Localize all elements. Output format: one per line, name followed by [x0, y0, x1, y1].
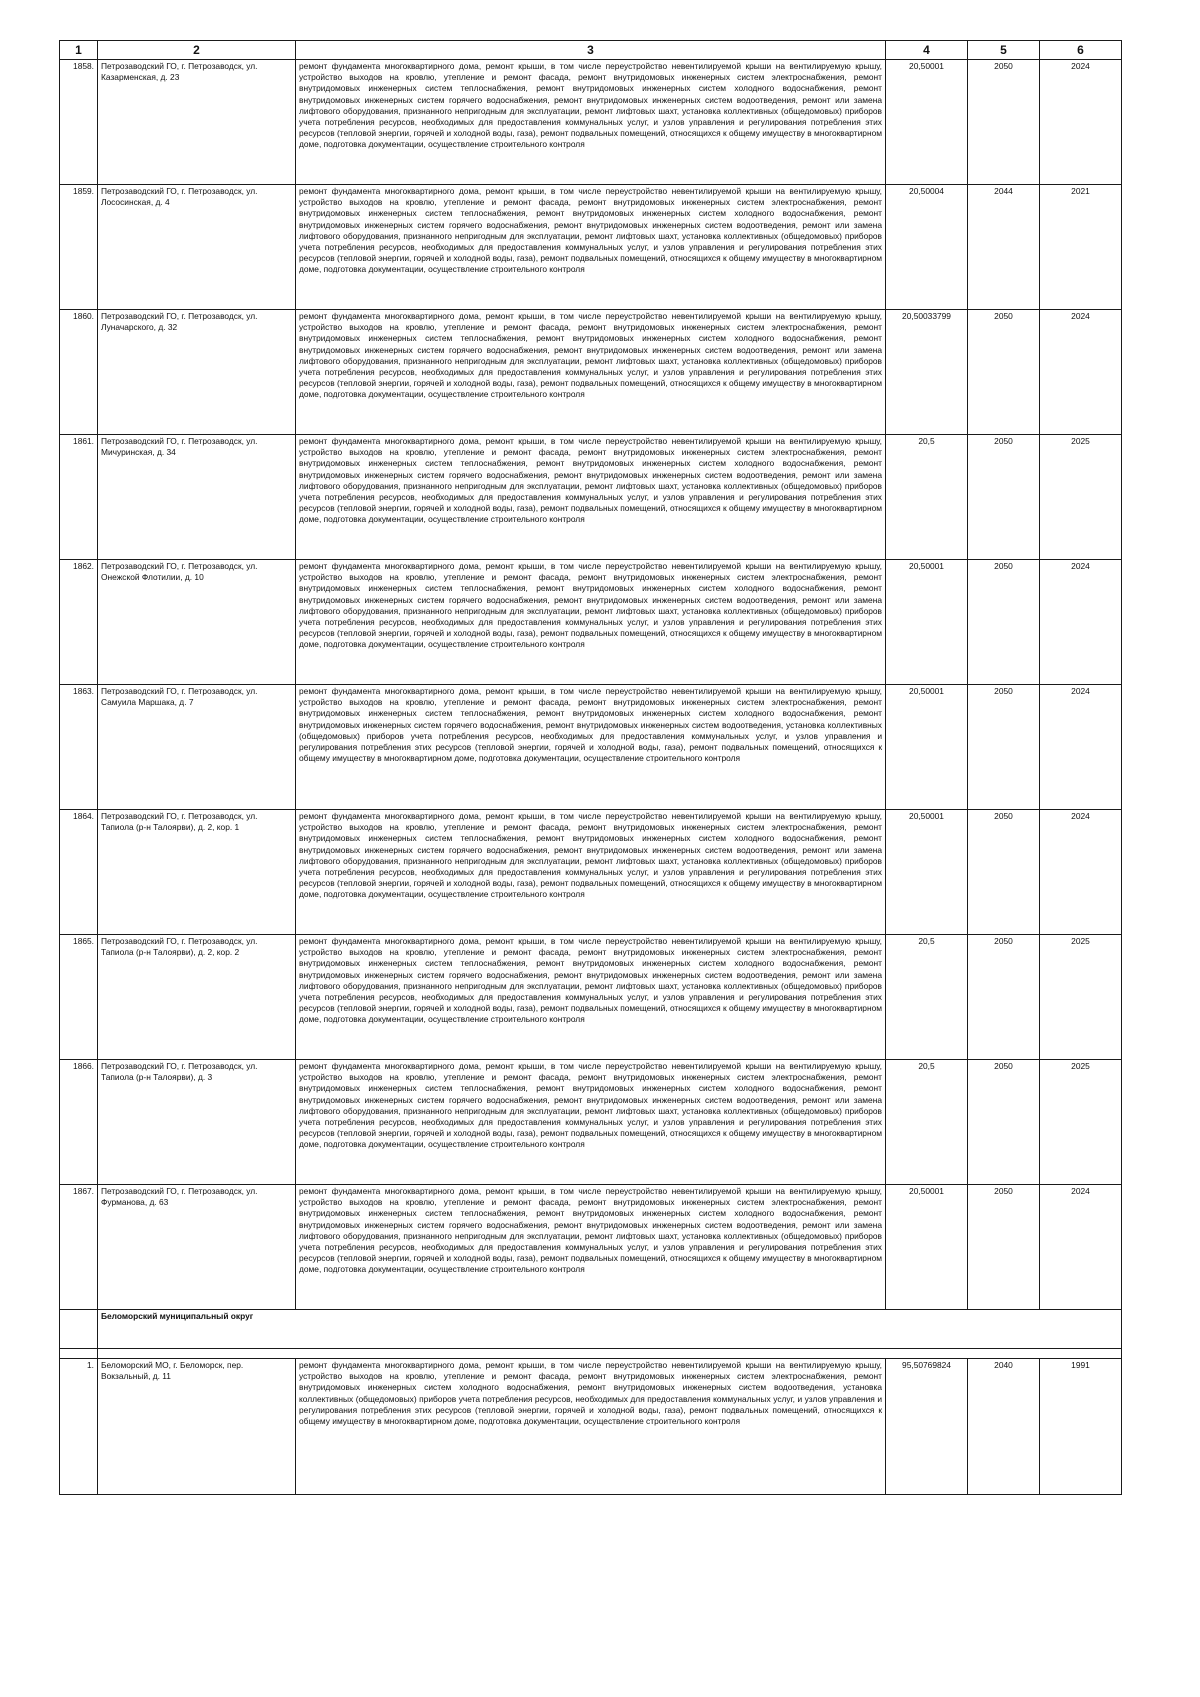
value-cell-5: 2050 [968, 810, 1040, 935]
work-description-cell: ремонт фундамента многоквартирного дома, ремонт крыши, в том числе переустройство невентилируемой крыши на вентилируемую крышу, устройство выходов на кровлю, утепление и ремонт фасада, ремонт внутридомовых инженерных систем электроснабжения, ремонт внутридомовых инженерных систем теплоснабжения, ремонт внутридомовых инженерных систем холодного водоснабжения, ремонт внутридомовых инженерных систем горячего водоснабжения, ремонт внутридомовых инженерных систем водоотведения, ремонт или замена лифтового оборудования, признанного непригодным для эксплуатации, ремонт лифтовых шахт, установка коллективных (общедомовых) приборов учета потребления ресурсов, необходимых для предоставления коммунальных услуг, и узлов управления и регулирования потребления этих ресурсов (тепловой энергии, горячей и холодной воды, газа), ремонт подвальных помещений, относящихся к общему имуществу в многоквартирном доме, подготовка документации, осуществление строительного контроля [296, 1060, 886, 1185]
address-cell: Петрозаводский ГО, г. Петрозаводск, ул. Тапиола (р-н Талоярви), д. 3 [98, 1060, 296, 1185]
work-description-cell: ремонт фундамента многоквартирного дома, ремонт крыши, в том числе переустройство невентилируемой крыши на вентилируемую крышу, устройство выходов на кровлю, утепление и ремонт фасада, ремонт внутридомовых инженерных систем электроснабжения, ремонт внутридомовых инженерных систем теплоснабжения, ремонт внутридомовых инженерных систем холодного водоснабжения, ремонт внутридомовых инженерных систем горячего водоснабжения, ремонт внутридомовых инженерных систем водоотведения, установка коллективных (общедомовых) приборов учета потребления ресурсов, необходимых для предоставления коммунальных услуг, и узлов управления и регулирования потребления этих ресурсов (тепловой энергии, горячей и холодной воды, газа), ремонт подвальных помещений, относящихся к общему имуществу в многоквартирном доме, подготовка документации, осуществление строительного контроля [296, 685, 886, 810]
value-cell-5: 2050 [968, 685, 1040, 810]
row-number: 1860. [60, 310, 98, 435]
value-cell-6: 2021 [1040, 185, 1122, 310]
value-cell-5: 2050 [968, 560, 1040, 685]
value-cell-5: 2050 [968, 935, 1040, 1060]
value-cell-6: 2025 [1040, 935, 1122, 1060]
work-description-cell: ремонт фундамента многоквартирного дома, ремонт крыши, в том числе переустройство невентилируемой крыши на вентилируемую крышу, устройство выходов на кровлю, утепление и ремонт фасада, ремонт внутридомовых инженерных систем электроснабжения, ремонт внутридомовых инженерных систем теплоснабжения, ремонт внутридомовых инженерных систем холодного водоснабжения, ремонт внутридомовых инженерных систем горячего водоснабжения, ремонт внутридомовых инженерных систем водоотведения, ремонт или замена лифтового оборудования, признанного непригодным для эксплуатации, ремонт лифтовых шахт, установка коллективных (общедомовых) приборов учета потребления ресурсов, необходимых для предоставления коммунальных услуг, и узлов управления и регулирования потребления этих ресурсов (тепловой энергии, горячей и холодной воды, газа), ремонт подвальных помещений, относящихся к общему имуществу в многоквартирном доме, подготовка документации, осуществление строительного контроля [296, 810, 886, 935]
column-header-2: 2 [98, 41, 296, 60]
value-cell-4: 20,5 [886, 435, 968, 560]
value-cell-4: 20,50001 [886, 685, 968, 810]
table-row [60, 1060, 1122, 1185]
work-description-cell: ремонт фундамента многоквартирного дома, ремонт крыши, в том числе переустройство невентилируемой крыши на вентилируемую крышу, устройство выходов на кровлю, утепление и ремонт фасада, ремонт внутридомовых инженерных систем электроснабжения, ремонт внутридомовых инженерных систем теплоснабжения, ремонт внутридомовых инженерных систем холодного водоснабжения, ремонт внутридомовых инженерных систем горячего водоснабжения, ремонт внутридомовых инженерных систем водоотведения, ремонт или замена лифтового оборудования, признанного непригодным для эксплуатации, ремонт лифтовых шахт, установка коллективных (общедомовых) приборов учета потребления ресурсов, необходимых для предоставления коммунальных услуг, и узлов управления и регулирования потребления этих ресурсов (тепловой энергии, горячей и холодной воды, газа), ремонт подвальных помещений, относящихся к общему имуществу в многоквартирном доме, подготовка документации, осуществление строительного контроля [296, 935, 886, 1060]
value-cell-6: 2025 [1040, 1060, 1122, 1185]
value-cell-4: 20,50001 [886, 60, 968, 185]
address-cell: Петрозаводский ГО, г. Петрозаводск, ул. Лососинская, д. 4 [98, 185, 296, 310]
column-header-4: 4 [886, 41, 968, 60]
table-row [60, 60, 1122, 185]
work-description-cell: ремонт фундамента многоквартирного дома, ремонт крыши, в том числе переустройство невентилируемой крыши на вентилируемую крышу, устройство выходов на кровлю, утепление и ремонт фасада, ремонт внутридомовых инженерных систем электроснабжения, ремонт внутридомовых инженерных систем теплоснабжения, ремонт внутридомовых инженерных систем холодного водоснабжения, ремонт внутридомовых инженерных систем горячего водоснабжения, ремонт внутридомовых инженерных систем водоотведения, ремонт или замена лифтового оборудования, признанного непригодным для эксплуатации, ремонт лифтовых шахт, установка коллективных (общедомовых) приборов учета потребления ресурсов, необходимых для предоставления коммунальных услуг, и узлов управления и регулирования потребления этих ресурсов (тепловой энергии, горячей и холодной воды, газа), ремонт подвальных помещений, относящихся к общему имуществу в многоквартирном доме, подготовка документации, осуществление строительного контроля [296, 60, 886, 185]
address-cell: Петрозаводский ГО, г. Петрозаводск, ул. Самуила Маршака, д. 7 [98, 685, 296, 810]
table-row [60, 185, 1122, 310]
table-row [60, 685, 1122, 810]
row-number: 1864. [60, 810, 98, 935]
value-cell-4: 20,50001 [886, 810, 968, 935]
address-cell: Петрозаводский ГО, г. Петрозаводск, ул. Казарменская, д. 23 [98, 60, 296, 185]
work-description-cell: ремонт фундамента многоквартирного дома, ремонт крыши, в том числе переустройство невентилируемой крыши на вентилируемую крышу, устройство выходов на кровлю, утепление и ремонт фасада, ремонт внутридомовых инженерных систем электроснабжения, ремонт внутридомовых инженерных систем теплоснабжения, ремонт внутридомовых инженерных систем холодного водоснабжения, ремонт внутридомовых инженерных систем горячего водоснабжения, ремонт внутридомовых инженерных систем водоотведения, ремонт или замена лифтового оборудования, признанного непригодным для эксплуатации, ремонт лифтовых шахт, установка коллективных (общедомовых) приборов учета потребления ресурсов, необходимых для предоставления коммунальных услуг, и узлов управления и регулирования потребления этих ресурсов (тепловой энергии, горячей и холодной воды, газа), ремонт подвальных помещений, относящихся к общему имуществу в многоквартирном доме, подготовка документации, осуществление строительного контроля [296, 310, 886, 435]
value-cell-4: 20,50004 [886, 185, 968, 310]
value-cell-6: 2024 [1040, 560, 1122, 685]
value-cell-6: 1991 [1040, 1359, 1122, 1495]
table-row [60, 310, 1122, 435]
row-number: 1862. [60, 560, 98, 685]
value-cell-6: 2024 [1040, 810, 1122, 935]
section-title: Беломорский муниципальный округ [98, 1310, 1122, 1349]
table-row [60, 810, 1122, 935]
value-cell-4: 95,50769824 [886, 1359, 968, 1495]
value-cell-5: 2040 [968, 1359, 1040, 1495]
header-row [60, 41, 1122, 60]
address-cell: Петрозаводский ГО, г. Петрозаводск, ул. Фурманова, д. 63 [98, 1185, 296, 1310]
row-number: 1867. [60, 1185, 98, 1310]
spacer-cell [60, 1349, 98, 1359]
value-cell-6: 2025 [1040, 435, 1122, 560]
value-cell-6: 2024 [1040, 60, 1122, 185]
row-number: 1859. [60, 185, 98, 310]
value-cell-5: 2050 [968, 60, 1040, 185]
column-header-6: 6 [1040, 41, 1122, 60]
section-number-cell [60, 1310, 98, 1349]
address-cell: Беломорский МО, г. Беломорск, пер. Вокзальный, д. 11 [98, 1359, 296, 1495]
value-cell-4: 20,50001 [886, 1185, 968, 1310]
column-header-1: 1 [60, 41, 98, 60]
value-cell-6: 2024 [1040, 685, 1122, 810]
row-number: 1861. [60, 435, 98, 560]
row-number: 1858. [60, 60, 98, 185]
work-description-cell: ремонт фундамента многоквартирного дома, ремонт крыши, в том числе переустройство невентилируемой крыши на вентилируемую крышу, устройство выходов на кровлю, утепление и ремонт фасада, ремонт внутридомовых инженерных систем электроснабжения, ремонт внутридомовых инженерных систем холодного водоснабжения, ремонт внутридомовых инженерных систем водоотведения, установка коллективных (общедомовых) приборов учета потребления ресурсов, необходимых для предоставления коммунальных услуг, и узлов управления и регулирования потребления этих ресурсов (тепловой энергии, горячей и холодной воды, газа), ремонт подвальных помещений, относящихся к общему имуществу в многоквартирном доме, подготовка документации, осуществление строительного контроля [296, 1359, 886, 1495]
row-number: 1. [60, 1359, 98, 1495]
table-row [60, 1185, 1122, 1310]
spacer-row [60, 1349, 1122, 1359]
value-cell-5: 2050 [968, 435, 1040, 560]
capital-repair-table [59, 40, 1122, 1495]
address-cell: Петрозаводский ГО, г. Петрозаводск, ул. Онежской Флотилии, д. 10 [98, 560, 296, 685]
address-cell: Петрозаводский ГО, г. Петрозаводск, ул. Мичуринская, д. 34 [98, 435, 296, 560]
work-description-cell: ремонт фундамента многоквартирного дома, ремонт крыши, в том числе переустройство невентилируемой крыши на вентилируемую крышу, устройство выходов на кровлю, утепление и ремонт фасада, ремонт внутридомовых инженерных систем электроснабжения, ремонт внутридомовых инженерных систем теплоснабжения, ремонт внутридомовых инженерных систем холодного водоснабжения, ремонт внутридомовых инженерных систем горячего водоснабжения, ремонт внутридомовых инженерных систем водоотведения, ремонт или замена лифтового оборудования, признанного непригодным для эксплуатации, ремонт лифтовых шахт, установка коллективных (общедомовых) приборов учета потребления ресурсов, необходимых для предоставления коммунальных услуг, и узлов управления и регулирования потребления этих ресурсов (тепловой энергии, горячей и холодной воды, газа), ремонт подвальных помещений, относящихся к общему имуществу в многоквартирном доме, подготовка документации, осуществление строительного контроля [296, 185, 886, 310]
row-number: 1865. [60, 935, 98, 1060]
value-cell-6: 2024 [1040, 1185, 1122, 1310]
table-row [60, 935, 1122, 1060]
value-cell-6: 2024 [1040, 310, 1122, 435]
address-cell: Петрозаводский ГО, г. Петрозаводск, ул. Тапиола (р-н Талоярви), д. 2, кор. 2 [98, 935, 296, 1060]
row-number: 1863. [60, 685, 98, 810]
column-header-3: 3 [296, 41, 886, 60]
value-cell-5: 2050 [968, 1185, 1040, 1310]
section-row [60, 1310, 1122, 1349]
table-row [60, 560, 1122, 685]
value-cell-5: 2044 [968, 185, 1040, 310]
address-cell: Петрозаводский ГО, г. Петрозаводск, ул. Луначарского, д. 32 [98, 310, 296, 435]
work-description-cell: ремонт фундамента многоквартирного дома, ремонт крыши, в том числе переустройство невентилируемой крыши на вентилируемую крышу, устройство выходов на кровлю, утепление и ремонт фасада, ремонт внутридомовых инженерных систем электроснабжения, ремонт внутридомовых инженерных систем теплоснабжения, ремонт внутридомовых инженерных систем холодного водоснабжения, ремонт внутридомовых инженерных систем горячего водоснабжения, ремонт внутридомовых инженерных систем водоотведения, ремонт или замена лифтового оборудования, признанного непригодным для эксплуатации, ремонт лифтовых шахт, установка коллективных (общедомовых) приборов учета потребления ресурсов, необходимых для предоставления коммунальных услуг, и узлов управления и регулирования потребления этих ресурсов (тепловой энергии, горячей и холодной воды, газа), ремонт подвальных помещений, относящихся к общему имуществу в многоквартирном доме, подготовка документации, осуществление строительного контроля [296, 435, 886, 560]
value-cell-4: 20,50033799 [886, 310, 968, 435]
value-cell-4: 20,5 [886, 1060, 968, 1185]
spacer-cell [98, 1349, 1122, 1359]
table-row [60, 435, 1122, 560]
value-cell-5: 2050 [968, 310, 1040, 435]
value-cell-4: 20,50001 [886, 560, 968, 685]
value-cell-5: 2050 [968, 1060, 1040, 1185]
work-description-cell: ремонт фундамента многоквартирного дома, ремонт крыши, в том числе переустройство невентилируемой крыши на вентилируемую крышу, устройство выходов на кровлю, утепление и ремонт фасада, ремонт внутридомовых инженерных систем электроснабжения, ремонт внутридомовых инженерных систем теплоснабжения, ремонт внутридомовых инженерных систем холодного водоснабжения, ремонт внутридомовых инженерных систем горячего водоснабжения, ремонт внутридомовых инженерных систем водоотведения, ремонт или замена лифтового оборудования, признанного непригодным для эксплуатации, ремонт лифтовых шахт, установка коллективных (общедомовых) приборов учета потребления ресурсов, необходимых для предоставления коммунальных услуг, и узлов управления и регулирования потребления этих ресурсов (тепловой энергии, горячей и холодной воды, газа), ремонт подвальных помещений, относящихся к общему имуществу в многоквартирном доме, подготовка документации, осуществление строительного контроля [296, 560, 886, 685]
document-sheet [59, 40, 1121, 1495]
table-row [60, 1359, 1122, 1495]
column-header-5: 5 [968, 41, 1040, 60]
row-number: 1866. [60, 1060, 98, 1185]
work-description-cell: ремонт фундамента многоквартирного дома, ремонт крыши, в том числе переустройство невентилируемой крыши на вентилируемую крышу, устройство выходов на кровлю, утепление и ремонт фасада, ремонт внутридомовых инженерных систем электроснабжения, ремонт внутридомовых инженерных систем теплоснабжения, ремонт внутридомовых инженерных систем холодного водоснабжения, ремонт внутридомовых инженерных систем горячего водоснабжения, ремонт внутридомовых инженерных систем водоотведения, ремонт или замена лифтового оборудования, признанного непригодным для эксплуатации, ремонт лифтовых шахт, установка коллективных (общедомовых) приборов учета потребления ресурсов, необходимых для предоставления коммунальных услуг, и узлов управления и регулирования потребления этих ресурсов (тепловой энергии, горячей и холодной воды, газа), ремонт подвальных помещений, относящихся к общему имуществу в многоквартирном доме, подготовка документации, осуществление строительного контроля [296, 1185, 886, 1310]
address-cell: Петрозаводский ГО, г. Петрозаводск, ул. Тапиола (р-н Талоярви), д. 2, кор. 1 [98, 810, 296, 935]
value-cell-4: 20,5 [886, 935, 968, 1060]
